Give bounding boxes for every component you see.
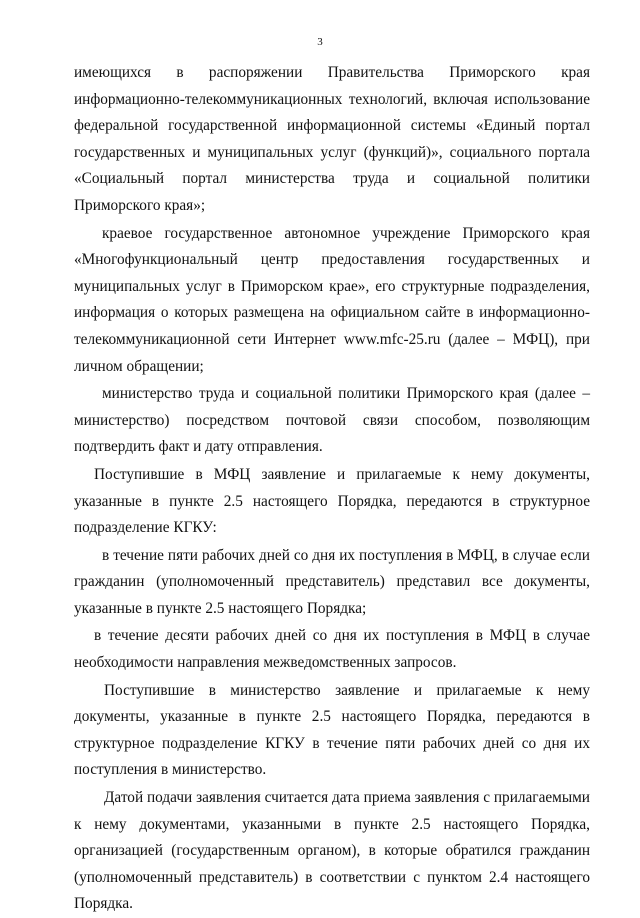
paragraph-1: имеющихся в распоряжении Правительства Приморского края информационно-телекоммуникационных технологий, включая использование федеральной государственной информационной системы «Единый портал государственных и муниципальных услуг (функций)», социального портала «Социальный портал министерства труда и социальной политики Приморского края»; (74, 64, 590, 214)
paragraph-6: в течение десяти рабочих дней со дня их поступления в МФЦ в случае необходимости направления межведомственных запросов. (74, 627, 590, 672)
paragraph-5: в течение пяти рабочих дней со дня их поступления в МФЦ, в случае если гражданин (уполномоченный представитель) представил все документы, указанные в пункте 2.5 настоящего Порядка; (74, 546, 590, 617)
paragraph-4: Поступившие в МФЦ заявление и прилагаемые к нему документы, указанные в пункте 2.5 настоящего Порядка, передаются в структурное подразделение КГКУ: (74, 465, 590, 537)
paragraph-2: краевое государственное автономное учреждение Приморского края «Многофункциональный центр предоставления государственных и муниципальных услуг в Приморском крае», его структурные подразделения, информация о которых размещена на официальном сайте в информационно-телекоммуникационной сети Интернет www.mfc-25.ru (далее – МФЦ), при личном обращении; (74, 224, 590, 375)
paragraph-8: Датой подачи заявления считается дата приема заявления с прилагаемыми к нему документами, указанными в пункте 2.5 настоящего Порядка, организацией (государственным органом), в которые обратился гражданин (уполномоченный представитель) в соответствии с пунктом 2.4 настоящего Порядка. (74, 789, 590, 913)
document-body (74, 60, 590, 918)
paragraph-3: министерство труда и социальной политики Приморского края (далее – министерство) посредством почтовой связи способом, позволяющим подтвердить факт и дату отправления. (74, 385, 590, 456)
paragraph-7: Поступившие в министерство заявление и прилагаемые к нему документы, указанные в пункте 2.5 настоящего Порядка, передаются в структурное подразделение КГКУ в течение пяти рабочих дней со дня их поступления в министерство. (74, 681, 590, 779)
page-number: 3 (317, 36, 323, 48)
